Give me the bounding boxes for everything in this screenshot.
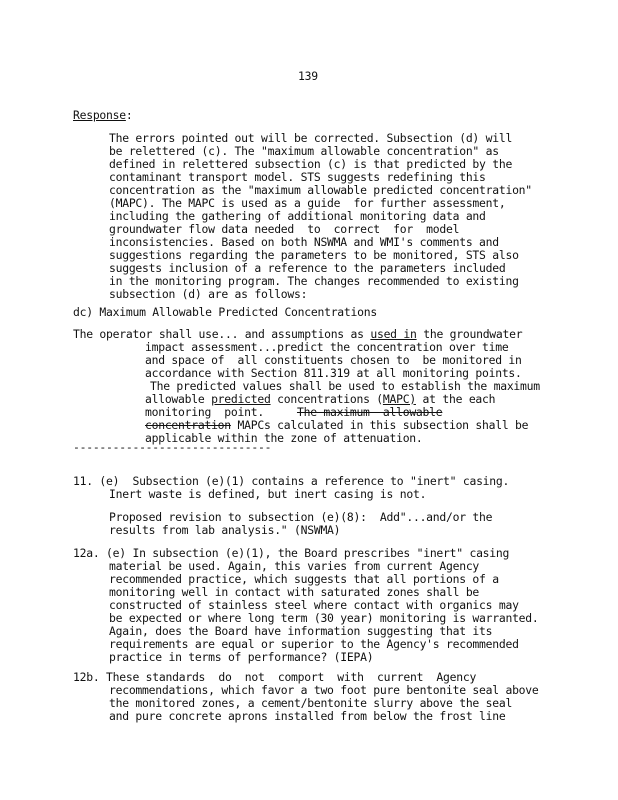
response-line: concentration as the "maximum allowable predicted concentration": [109, 183, 532, 197]
proposed-line: applicable within the zone of attenuation.: [145, 431, 423, 445]
response-line: in the monitoring program. The changes recommended to existing: [109, 274, 519, 288]
item-line: practice in terms of performance? (IEPA): [109, 650, 374, 664]
response-line: inconsistencies. Based on both NSWMA and WMI's comments and: [109, 235, 499, 249]
item-line: 12b. These standards do not comport with current Agency: [73, 670, 477, 684]
item-line: material be used. Again, this varies from current Agency: [109, 559, 480, 573]
proposed-line: The predicted values shall be used to establish the maximum: [150, 379, 540, 393]
response-line: contaminant transport model. STS suggests redefining this: [109, 170, 486, 184]
proposed-line: and space of all constituents chosen to be monitored in: [145, 353, 522, 367]
proposed-line: accordance with Section 811.319 at all monitoring points.: [145, 366, 522, 380]
response-line: suggests inclusion of a reference to the parameters included: [109, 261, 506, 275]
proposed-text: monitoring point.: [145, 405, 297, 419]
proposed-line: impact assessment...predict the concentration over time: [145, 340, 509, 354]
proposed-text: allowable: [145, 392, 212, 406]
item-line: the monitored zones, a cement/bentonite slurry above the seal: [109, 696, 513, 710]
item-line: monitoring well in contact with saturated zones shall be: [109, 585, 480, 599]
response-heading-colon: :: [125, 108, 133, 122]
item-line: requirements are equal or superior to the Agency's recommended: [109, 637, 519, 651]
item-line: recommended practice, which suggests that all portions of a: [109, 572, 499, 586]
response-line: defined in relettered subsection (c) is that predicted by the: [109, 157, 513, 171]
struck-text: The maximum allowable: [296, 405, 443, 419]
underlined-insert: MAPC): [382, 392, 416, 406]
proposed-text: concentrations (: [270, 392, 383, 406]
item-line: constructed of stainless steel where contact with organics may: [109, 598, 519, 612]
response-heading: [73, 109, 132, 123]
response-line: be relettered (c). The "maximum allowable concentration" as: [109, 144, 499, 158]
item-line: and pure concrete aprons installed from below the frost line: [109, 709, 506, 723]
item-line: 11. (e) Subsection (e)(1) contains a reference to "inert" casing.: [73, 474, 510, 488]
response-line: including the gathering of additional monitoring data and: [109, 209, 486, 223]
response-line: (MAPC). The MAPC is used as a guide for further assessment,: [109, 196, 506, 210]
underlined-insert: predicted: [211, 392, 271, 406]
item-line: Proposed revision to subsection (e)(8): Add"...and/or the: [109, 510, 493, 524]
separator-line: ------------------------------: [73, 440, 272, 454]
response-line: The errors pointed out will be corrected. Subsection (d) will: [109, 131, 513, 145]
proposed-text: at the each: [415, 392, 496, 406]
item-line: Inert waste is defined, but inert casing is not.: [109, 487, 427, 501]
response-line: groundwater flow data needed to correct for model: [109, 222, 460, 236]
item-line: be expected or where long term (30 year) monitoring is warranted.: [109, 611, 539, 625]
response-line: subsection (d) are as follows:: [109, 287, 308, 301]
proposed-heading: dc) Maximum Allowable Predicted Concentrations: [73, 305, 377, 319]
underlined-insert: used in: [370, 327, 417, 341]
response-heading-text: Response: [73, 108, 126, 122]
item-line: Again, does the Board have information suggesting that its: [109, 624, 493, 638]
proposed-text: MAPCs calculated in this subsection shall be: [230, 418, 529, 432]
proposed-text: The operator shall use... and assumptions as: [73, 327, 371, 341]
proposed-text: the groundwater: [416, 327, 523, 341]
item-line: results from lab analysis." (NSWMA): [109, 523, 341, 537]
response-line: suggestions regarding the parameters to be monitored, STS also: [109, 248, 519, 262]
page-number: 139: [298, 69, 318, 83]
struck-text: concentration: [145, 418, 231, 432]
item-line: 12a. (e) In subsection (e)(1), the Board prescribes "inert" casing: [73, 546, 510, 560]
item-line: recommendations, which favor a two foot pure bentonite seal above: [109, 683, 539, 697]
